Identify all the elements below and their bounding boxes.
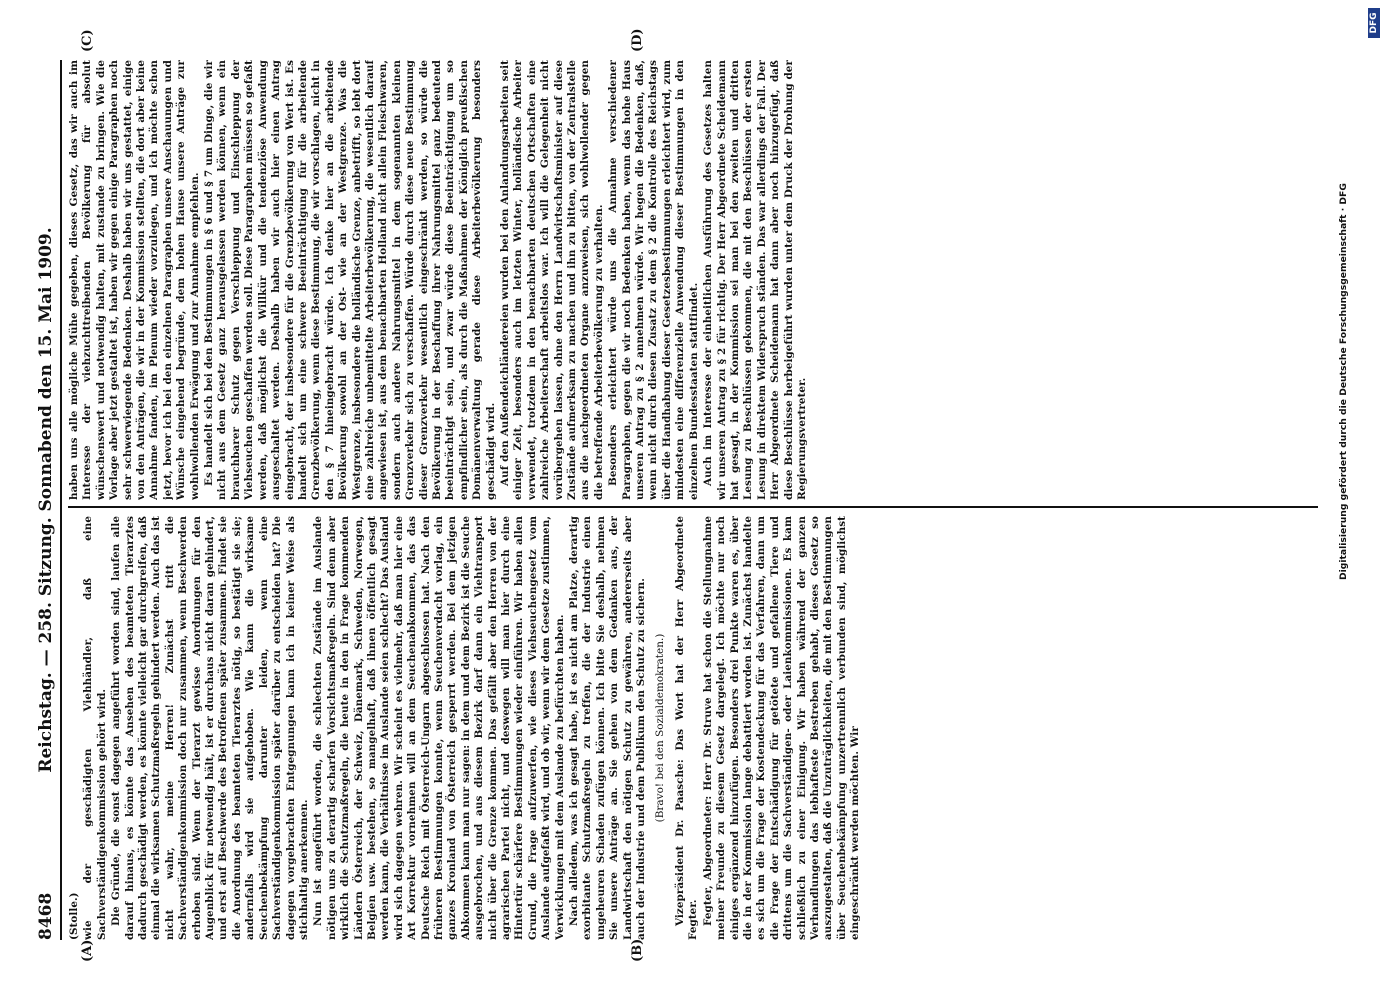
margin-marker-d: (D) <box>630 28 645 52</box>
dfg-logo <box>1368 8 1380 38</box>
digitization-note-text: Digitalisierung gefördert durch die Deutsche Forschungsgemeinschaft · DFG <box>1338 183 1349 580</box>
session-title: Reichstag. — 258. Sitzung. Sonnabend den 15. Mai 1909. <box>36 227 56 773</box>
dfg-logo-text: DFG <box>1369 12 1379 34</box>
paragraph: Vizepräsident Dr. Paasche: Das Wort hat der Herr Abgeordnete Fegter. <box>673 516 700 940</box>
paragraph: wie der geschädigten Viehhändler, daß eine Sachverständigenkommission gehört wird. <box>82 516 108 940</box>
paragraph: Auch im Interesse der einheitlichen Ausführung des Gesetzes halten wir unseren Antrag zu § 2 für richtig. Der Herr Abgeordnete Scheidemann hat gesagt, in der Kommission sei man bei den zweiten und dritten Lesung zu Beschlüssen gekommen, die mit den Beschlüssen der ersten Lesung in direktem Widerspruch ständen. Das war allerdings der Fall. Der Herr Abgeordnete Scheidemann hat dann aber noch hinzugefügt, daß diese Beschlüsse herbeigeführt wurden unter dem Druck der Drohung der Regierungsvertreter. <box>702 60 808 500</box>
digitization-note <box>1328 60 1368 580</box>
paragraph: Fegter, Abgeordneter: Herr Dr. Struve hat schon die Stellungnahme meiner Freunde zu diesem Gesetz dargelegt. Ich möchte nur noch einiges ergänzend hinzufügen. Besonders drei Punkte waren es, über die in der Kommission lange debattiert worden ist. Zunächst handelte es sich um die Frage der Kostendeckung für das Verfahren, dann um die Frage der Entschädigung für getötete und gefallene Tiere und drittens um die Sachverständigen- oder Laienkommissionen. Es kam schließlich zu einer Einigung. Wir haben während der ganzen Verhandlungen das lebhafteste Bestreben gehabt, dieses Gesetz so auszugestalten, daß die Unzuträglichkeiten, die mit den Bestimmungen über Seuchenbekämpfung unzertrennlich verbunden sind, möglichst eingeschränkt werden möchten. Wir <box>701 516 862 940</box>
paragraph: haben uns alle mögliche Mühe gegeben, dieses Gesetz, das wir auch im Interesse der viehzuchttreibenden Bevölkerung für absolut wünschenswert und notwendig halten, mit zustande zu bringen. Wie die Vorlage aber jetzt gestaltet ist, haben wir gegen einige Paragraphen noch sehr schwerwiegende Bedenken. Deshalb haben wir uns gestattet, einige von den Anträgen, die wir in der Kommission stellten, die dort aber keine Annahme fanden, im Plenum wieder vorzulegen, und ich möchte schon jetzt, bevor ich bei den einzelnen Paragraphen unsere Anschauungen und Wünsche eingehend begründe, dem hohen Hause unsere Anträge zur wohlwollenden Erwägung und zur Annahme empfehlen. <box>68 60 201 500</box>
applause-note: (Bravo! bei den Sozialdemokraten.) <box>654 633 667 823</box>
left-column <box>68 516 1128 940</box>
paragraph: Nach alledem, was ich gesagt habe, ist es nicht am Platze, derartig exorbitante Schutzmaßregeln zu treffen, die der Industrie einen ungeheuren Schaden zufügen können. Ich bitte Sie deshalb, nehmen Sie unsere Anträge an. Sie gehen von dem Gedanken aus, der Landwirtschaft den nötigen Schutz zu gewähren, andererseits aber auch der Industrie und dem Publikum den Schutz zu sichern. <box>568 516 648 940</box>
speaker-marker: (Stolle.) <box>68 892 80 940</box>
paragraph: Nun ist angeführt worden, die schlechten Zustände im Auslande nötigen uns zu derartig scharfen Vorsichtsmaßregeln. Sind denn aber wirklich die Schutzmaßregeln, die heute in den in Frage kommenden Ländern Österreich, der Schweiz, Dänemark, Schweden, Norwegen, Belgien usw. bestehen, so mangelhaft, daß ihnen öffentlich gesagt werden kann, die Verhältnisse im Auslande seien schlecht? Das Ausland wird sich dagegen wehren. Wir scheint es vielmehr, daß man hier eine Art Korrektur vornehmen will an dem Seuchenabkommen, das das Deutsche Reich mit Österreich-Ungarn abgeschlossen hat. Nach den früheren Bestimmungen konnte, wenn Seuchenverdacht vorlag, ein ganzes Kronland von Österreich gesperrt werden. Bei dem jetzigen Abkommen kann man nur sagen: in dem und dem Bezirk ist die Seuche ausgebrochen, und aus diesem Bezirk darf dann ein Viehtransport nicht über die Grenze kommen. Das gefällt aber den Herren von der agrarischen Partei nicht, und deswegen will man hier durch eine Hintertür schärfere Bestimmungen wieder einführen. Wir haben allen Grund, die Frage aufzuwerfen, wie dieses Viehseuchengesetz vom Auslande aufgefaßt wird, und ob wir, wenn wir dem Gesetze zustimmen, Verwicklungen mit dem Auslande zu befürchten haben. <box>312 516 566 940</box>
page-number: 8468 <box>36 892 56 940</box>
right-column <box>68 60 1308 500</box>
page-header <box>30 60 62 940</box>
margin-marker-c: (C) <box>80 29 95 52</box>
margin-marker-a: (A) <box>80 939 95 962</box>
paragraph: Die Gründe, die sonst dagegen angeführt worden sind, laufen alle darauf hinaus, es könnte das Ansehen des beamteten Tierarztes dadurch geschädigt werden, es könnte vielleicht gar durchgreifen, daß einmal die wirksamen Schutzmaßregeln gehindert werden. Auch das ist nicht wahr, meine Herren! Zunächst tritt die Sachverständigenkommission doch nur zusammen, wenn Beschwerden erhoben sind. Wenn der Tierarzt gewisse Anordnungen für den Augenblick für notwendig hält, ist er durchaus nicht daran gehindert, und erst auf Beschwerde des Betroffenen später zusammen. Findet sie die Anordnung des beamteten Tierarztes nötig, so bestätigt sie sie; andernfalls wird sie aufgehoben. Wie kann die wirksame Seuchenbekämpfung darunter leiden, wenn eine Sachverständigenkommission später darüber zu entscheiden hat? Die dagegen vorgebrachten Entgegnungen kann ich in keiner Weise als stichhaltig anerkennen. <box>110 516 310 940</box>
paragraph: Besonders erleichtert würde uns die Annahme verschiedener Paragraphen, gegen die wir noch Bedenken haben, wenn das hohe Haus unseren Antrag zu § 2 annehmen würde. Wir hegen die Bedenken, daß, wenn nicht durch diesen Zusatz zu dem § 2 die Kontrolle des Reichstags über die Handhabung dieser Gesetzesbestimmungen erleichtert wird, zum mindesten eine differenzielle Anwendung dieser Bestimmungen in den einzelnen Bundesstaaten stattfindet. <box>607 60 700 500</box>
paragraph: Es handelt sich bei den Bestimmungen in § 6 und § 7 um Dinge, die wir nicht aus dem Gesetz ganz herausgelassen werden können, wenn ein brauchbarer Schutz gegen Verschleppung und Einschleppung der Viehseuchen geschaffen werden soll. Diese Paragraphen müssen so gefaßt werden, daß möglichst die Willkür und die tendenziöse Anwendung ausgeschaltet werden. Deshalb haben wir auch hier einen Antrag eingebracht, der insbesondere für die Grenzbevölkerung von Wert ist. Es handelt sich um eine schwere Beeinträchtigung für die arbeitende Grenzbevölkerung, wenn diese Bestimmung, die wir vorschlagen, nicht in den § 7 hineingebracht würde. Ich denke hier an die arbeitende Bevölkerung sowohl an der Ost- wie an der Westgrenze. Was die Westgrenze, insbesondere die holländische Grenze, anbetrifft, so lebt dort eine zahlreiche unbemittelte Arbeiterbevölkerung, die wesentlich darauf angewiesen ist, aus dem benachbarten Holland nicht allein Fleischwaren, sondern auch andere Nahrungsmittel in dem sogenannten kleinen Grenzverkehr sich zu verschaffen. Würde durch diese neue Bestimmung dieser Grenzverkehr wesentlich eingeschränkt werden, so würde die Bevölkerung in der Beschaffung ihrer Nahrungsmittel ganz bedeutend beeinträchtigt sein, und zwar würde diese Beeinträchtigung um so empfindlicher sein, als durch die Maßnahmen der Königlich preußischen Domänenverwaltung gerade diese Arbeiterbevölkerung besonders geschädigt wird. <box>203 60 497 500</box>
margin-marker-b: (B) <box>630 938 645 962</box>
paragraph: Auf den Außendeichländereien wurden bei den Anlandungsarbeiten seit einiger Zeit, besonders auch im letzten Winter, holländische Arbeiter verwendet, trotzdem in den benachbarten deutschen Ortschaften eine zahlreiche Arbeiterschaft arbeitslos war. Ich will die Gelegenheit nicht vorübergehen lassen, ohne den Herrn Landwirtschaftsminister auf diese Zustände aufmerksam zu machen und ihn zu bitten, von der Zentralstelle aus die nachgeordneten Organe anzuweisen, sich wohlwollender gegen die betreffende Arbeiterbevölkerung zu verhalten. <box>499 60 605 500</box>
column-divider <box>68 506 1318 508</box>
